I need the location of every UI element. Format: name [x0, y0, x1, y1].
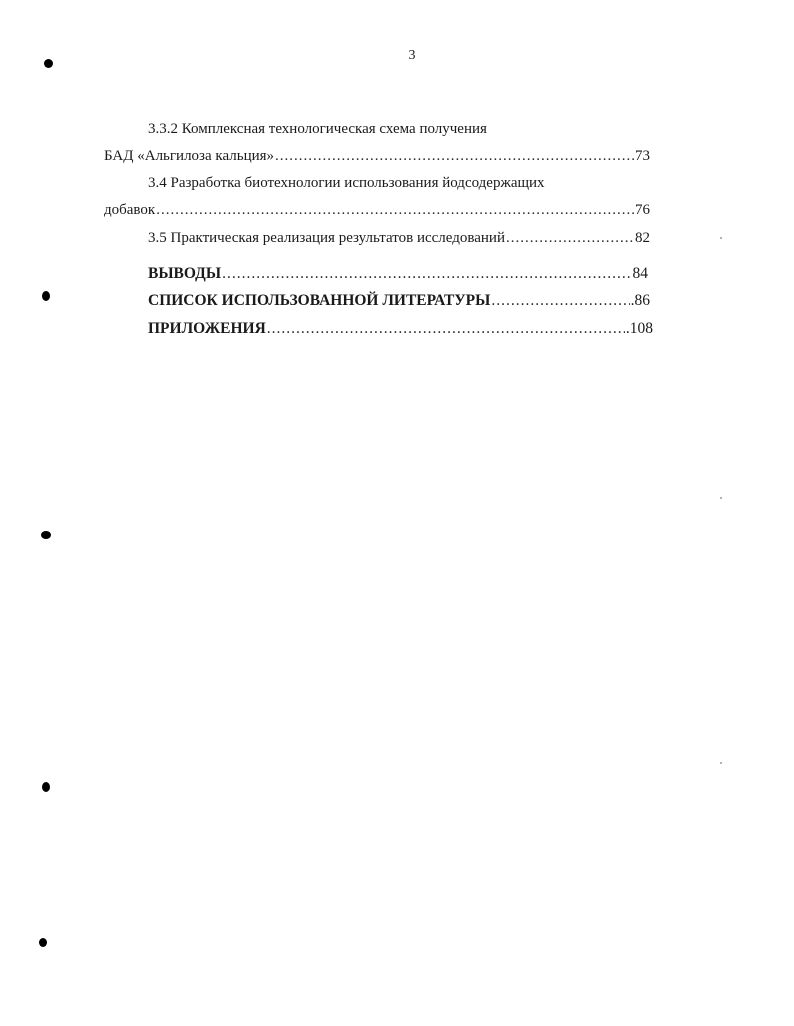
toc-entry-label: 3.4 Разработка биотехнологии использования йодсодержащих: [148, 175, 545, 191]
toc-entry-label: СПИСОК ИСПОЛЬЗОВАННОЙ ЛИТЕРАТУРЫ: [148, 292, 491, 309]
page-number: 3: [408, 48, 416, 63]
toc-entry-label: ВЫВОДЫ: [148, 265, 222, 282]
toc-entry-label: БАД «Альгилоза кальция»: [104, 148, 275, 164]
leader-dots: [156, 200, 634, 220]
leader-dots: [491, 291, 629, 311]
toc-entry-3-3-2[interactable]: [104, 146, 650, 166]
toc-entry-label: 3.3.2 Комплексная технологическая схема получения: [148, 121, 487, 137]
leader-dots: [222, 264, 631, 284]
binder-hole-mark: [42, 291, 50, 301]
toc-entry-label: добавок: [104, 202, 156, 218]
binder-hole-mark: [41, 531, 51, 539]
toc-entry-label: ПРИЛОЖЕНИЯ: [148, 320, 266, 337]
toc-entry-page: .86: [630, 292, 650, 309]
toc-entry-3-3-2-title: [148, 119, 487, 139]
toc-entry-page: 84: [632, 265, 648, 282]
binder-hole-mark: [39, 938, 47, 947]
toc-entry-page: .108: [625, 320, 653, 337]
toc-entry-page: 82: [635, 230, 650, 246]
scan-speck: [720, 237, 722, 239]
leader-dots: [506, 228, 634, 248]
toc-entry-appendices[interactable]: [148, 319, 653, 339]
scan-speck: [720, 762, 722, 764]
toc-entry-page: 76: [635, 202, 650, 218]
leader-dots: [275, 146, 634, 166]
leader-dots: [267, 319, 625, 339]
toc-entry-3-4[interactable]: [104, 200, 650, 220]
scan-speck: [720, 497, 722, 499]
binder-hole-mark: [44, 59, 53, 68]
toc-entry-label: 3.5 Практическая реализация результатов исследований: [148, 230, 505, 246]
toc-entry-3-5[interactable]: [148, 228, 650, 248]
toc-entry-conclusions[interactable]: [148, 264, 648, 284]
toc-entry-page: 73: [635, 148, 650, 164]
binder-hole-mark: [42, 782, 50, 792]
toc-entry-bibliography[interactable]: [148, 291, 650, 311]
toc-entry-3-4-title: [148, 173, 545, 193]
